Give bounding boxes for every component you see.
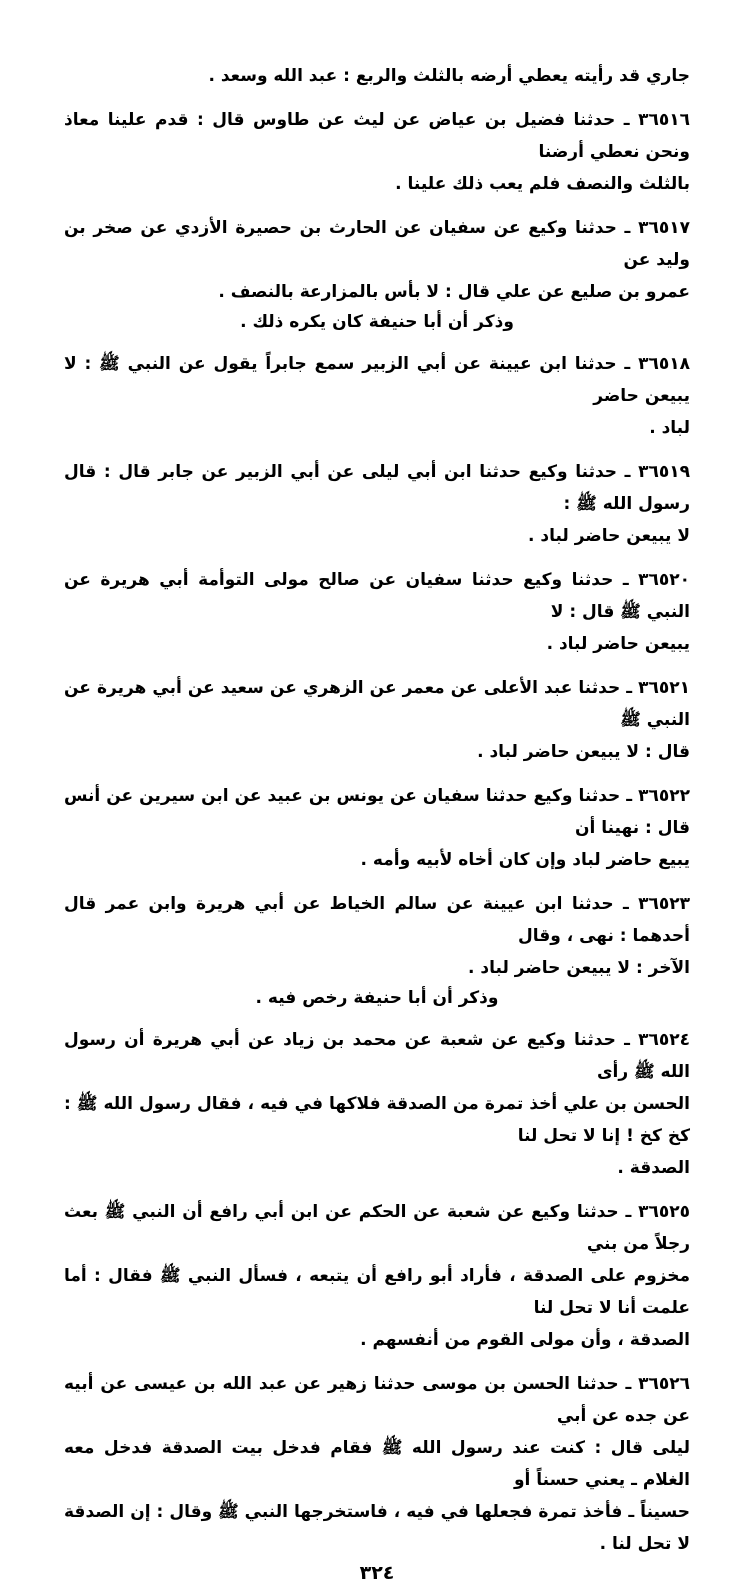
hadith-line: ٣٦٥١٧ ـ حدثنا وكيع عن سفيان عن الحارث بن حصيرة الأزدي عن صخر بن وليد عن: [64, 218, 690, 270]
hadith-line: ٣٦٥٢١ ـ حدثنا عبد الأعلى عن معمر عن الزهري عن سعيد عن أبي هريرة عن النبي ﷺ: [64, 678, 690, 730]
hadith-entry-h36524: [64, 1024, 690, 1184]
hadith-line: ٣٦٥٢٣ ـ حدثنا ابن عيينة عن سالم الخياط عن أبي هريرة وابن عمر قال أحدهما : نهى ، وقال: [64, 894, 690, 946]
hadith-line: ٣٦٥١٩ ـ حدثنا وكيع حدثنا ابن أبي ليلى عن أبي الزبير عن جابر قال : قال رسول الله ﷺ :: [64, 462, 690, 514]
entry-gap: [64, 768, 690, 780]
hadith-line: الآخر : لا يبيعن حاضر لباد .: [468, 958, 690, 978]
hadith-line: ليلى قال : كنت عند رسول الله ﷺ فقام فدخل بيت الصدقة فدخل معه الغلام ـ يعني حسناً أو: [64, 1438, 690, 1490]
hadith-line: لا يبيعن حاضر لباد .: [527, 526, 690, 546]
page-number: ٣٢٤: [359, 1562, 395, 1584]
hadith-line: ٣٦٥١٦ ـ حدثنا فضيل بن عياض عن ليث عن طاوس قال : قدم علينا معاذ ونحن نعطي أرضنا: [64, 110, 690, 162]
entry-gap: [64, 876, 690, 888]
hadith-line: حسيناً ـ فأخذ تمرة فجعلها في فيه ، فاستخرجها النبي ﷺ وقال : إن الصدقة لا تحل لنا .: [64, 1502, 690, 1554]
hadith-line: يبيعن حاضر لباد .: [546, 634, 690, 654]
entry-gap: [64, 444, 690, 456]
hadith-line: بالثلث والنصف فلم يعب ذلك علينا .: [395, 174, 690, 194]
hadith-line: عمرو بن صليع عن علي قال : لا بأس بالمزارعة بالنصف .: [218, 282, 690, 302]
entry-gap: [64, 660, 690, 672]
entry-gap: [64, 1012, 690, 1024]
hadith-line: مخزوم على الصدقة ، فأراد أبو رافع أن يتبعه ، فسأل النبي ﷺ فقال : أما علمت أنا لا تحل لنا: [64, 1266, 690, 1318]
hadith-line: الحسن بن علي أخذ تمرة من الصدقة فلاكها في فيه ، فقال رسول الله ﷺ : كخ كخ ! إنا لا تحل لنا: [64, 1094, 690, 1146]
hadith-entry-continuation: [64, 60, 690, 92]
hadith-line: لباد .: [649, 418, 690, 438]
entry-gap: [64, 1356, 690, 1368]
hadith-line: ٣٦٥١٨ ـ حدثنا ابن عيينة عن أبي الزبير سمع جابراً يقول عن النبي ﷺ : لا يبيعن حاضر: [64, 354, 690, 406]
entry-gap: [64, 552, 690, 564]
hadith-entry-h36516: [64, 104, 690, 200]
page-content: [64, 60, 690, 1560]
hadith-entry-h36521: [64, 672, 690, 768]
hadith-entry-h36519: [64, 456, 690, 552]
hadith-line: ٣٦٥٢٥ ـ حدثنا وكيع عن شعبة عن الحكم عن ابن أبي رافع أن النبي ﷺ بعث رجلاً من بني: [64, 1202, 690, 1254]
hadith-line: يبيع حاضر لباد وإن كان أخاه لأبيه وأمه .: [360, 850, 690, 870]
hadith-entry-h36518: [64, 348, 690, 444]
hadith-note: وذكر أن أبا حنيفة كان يكره ذلك .: [240, 312, 514, 332]
hadith-line: قال : لا يبيعن حاضر لباد .: [477, 742, 690, 762]
hadith-line: جاري قد رأيته يعطي أرضه بالثلث والربع : عبد الله وسعد .: [208, 66, 690, 86]
hadith-entry-h36517: [64, 212, 690, 308]
hadith-line: ٣٦٥٢٠ ـ حدثنا وكيع حدثنا سفيان عن صالح مولى التوأمة أبي هريرة عن النبي ﷺ قال : لا: [64, 570, 690, 622]
hadith-entry-h36523: [64, 888, 690, 984]
hadith-note: وذكر أن أبا حنيفة رخص فيه .: [255, 988, 499, 1008]
hadith-line: ٣٦٥٢٦ ـ حدثنا الحسن بن موسى حدثنا زهير عن عبد الله بن عيسى عن أبيه عن جده عن أبي: [64, 1374, 690, 1426]
hadith-entry-h36522: [64, 780, 690, 876]
hadith-entry-h36526: [64, 1368, 690, 1560]
entry-gap: [64, 92, 690, 104]
hadith-entry-h36525: [64, 1196, 690, 1356]
hadith-line: ٣٦٥٢٢ ـ حدثنا وكيع حدثنا سفيان عن يونس بن عبيد عن ابن سيرين عن أنس قال : نهينا أن: [64, 786, 690, 838]
hadith-line: الصدقة ، وأن مولى القوم من أنفسهم .: [360, 1330, 690, 1350]
hadith-line: الصدقة .: [617, 1158, 690, 1178]
entry-gap: [64, 1184, 690, 1196]
entry-gap: [64, 200, 690, 212]
entry-gap: [64, 336, 690, 348]
hadith-entry-h36520: [64, 564, 690, 660]
hadith-line: ٣٦٥٢٤ ـ حدثنا وكيع عن شعبة عن محمد بن زياد عن أبي هريرة أن رسول الله ﷺ رأى: [64, 1030, 690, 1082]
